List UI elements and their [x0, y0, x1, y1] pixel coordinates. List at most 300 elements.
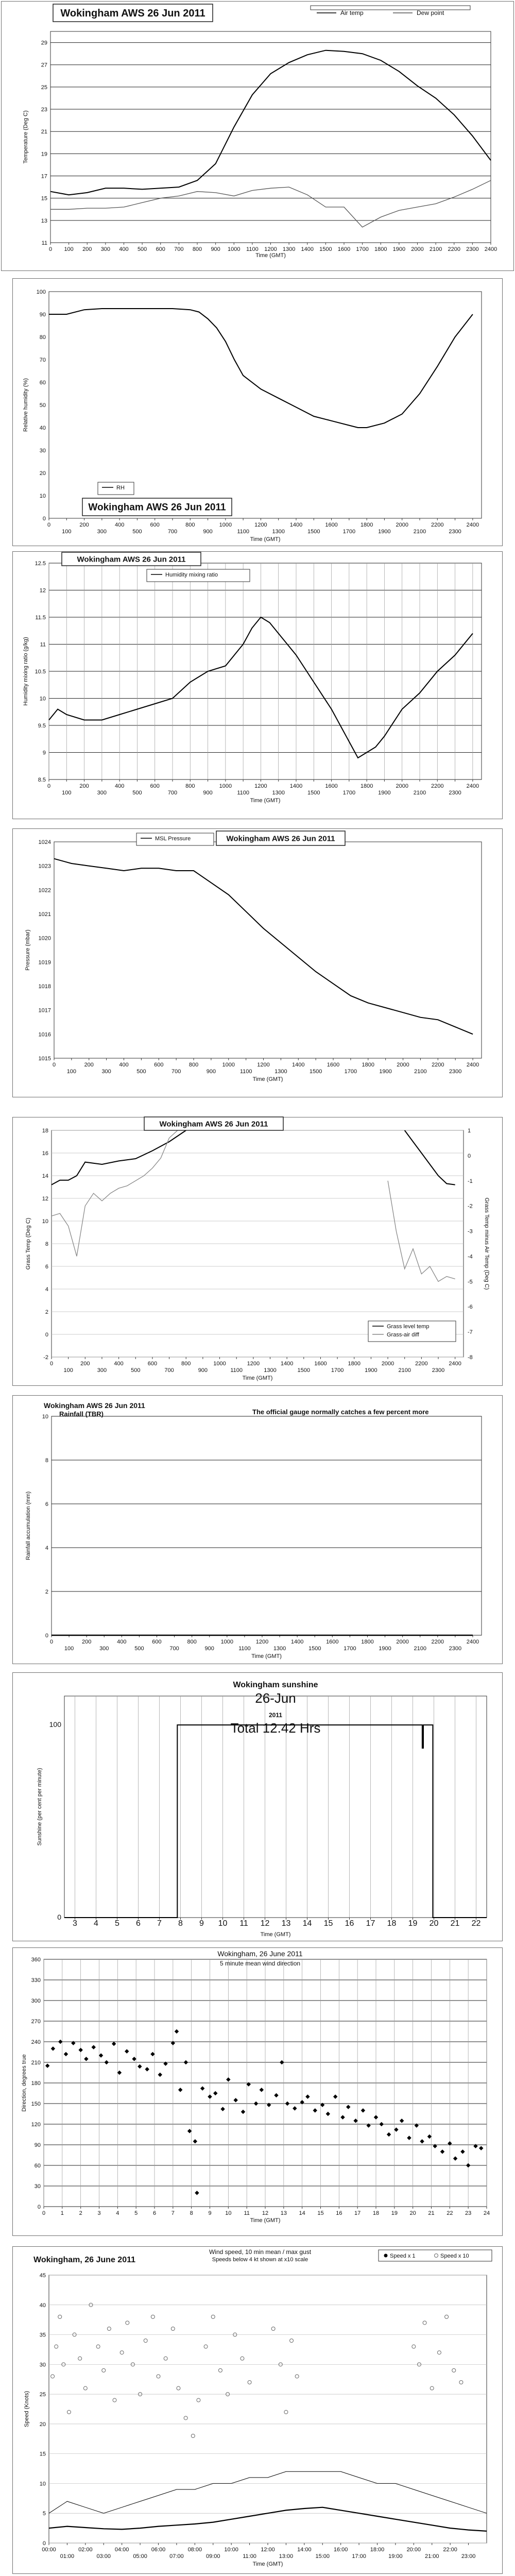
x-tick-label: 8 [178, 1919, 183, 1928]
y-tick-label: 270 [31, 2019, 41, 2025]
legend-label-x1: Speed x 1 [390, 2253, 416, 2259]
y-tick-label: 1024 [38, 839, 51, 845]
x-tick-label: 0 [49, 1361, 54, 1367]
x-tick-label: 1700 [356, 246, 369, 252]
x-tick-label: 1400 [289, 522, 303, 528]
x-tick-label: 300 [97, 790, 107, 796]
y-tick-label: 1021 [38, 911, 51, 918]
x-tick-label: 19 [408, 1919, 418, 1928]
legend-label: Grass-air diff [387, 1332, 419, 1338]
x-axis-title: Time (GMT) [252, 2561, 283, 2567]
y-tick-label: 45 [39, 2273, 46, 2279]
x-tick-label: 700 [164, 1367, 174, 1374]
x-tick-label: 13:00 [279, 2553, 294, 2560]
x-tick-label: 2000 [396, 783, 408, 789]
legend-label-dew: Dew point [417, 9, 444, 16]
chart-title: Wokingham AWS 26 Jun 2011 [60, 8, 205, 19]
y-tick-label: 4 [45, 1286, 48, 1293]
y-right-axis-title: Grass Temp minus Air Temp (Deg C) [484, 1197, 490, 1290]
legend-label: RH [116, 485, 125, 491]
x-tick-label: 4 [116, 2210, 119, 2216]
legend-label: MSL Pressure [155, 836, 191, 842]
y-tick-label: 29 [41, 40, 47, 46]
x-tick-label: 1400 [301, 246, 314, 252]
x-tick-label: 2400 [466, 1639, 479, 1645]
x-tick-label: 05:00 [133, 2553, 147, 2560]
x-tick-label: 2300 [449, 1069, 462, 1075]
chart-wind-direction [12, 1947, 503, 2236]
y-right-tick-label: -3 [468, 1228, 473, 1235]
x-tick-label: 1500 [309, 1069, 322, 1075]
x-tick-label: 1400 [280, 1361, 294, 1367]
x-tick-label: 400 [119, 246, 129, 252]
y-tick-label: 180 [31, 2080, 41, 2087]
chart-svg-rain [13, 1396, 503, 1665]
x-tick-label: 1600 [326, 1639, 339, 1645]
y-tick-label: 1023 [38, 863, 51, 870]
chart-msl-pressure [12, 828, 503, 1097]
y-tick-label: 100 [36, 289, 46, 295]
y-tick-label: 12.5 [35, 561, 46, 567]
x-tick-label: 1800 [362, 1062, 375, 1068]
x-tick-label: 400 [114, 522, 125, 528]
chart-svg-grass [13, 1117, 503, 1386]
y-tick-label: 4 [45, 1545, 48, 1551]
x-tick-label: 2400 [466, 1062, 479, 1068]
x-tick-label: 1300 [272, 790, 285, 796]
x-tick-label: 1200 [255, 1639, 269, 1645]
x-tick-label: 700 [167, 790, 178, 796]
x-tick-label: 16:00 [333, 2547, 348, 2553]
y-tick-label: 12 [39, 587, 46, 594]
y-tick-label: 40 [39, 2302, 46, 2309]
x-tick-label: 1500 [297, 1367, 311, 1374]
chart-svg-windspeed [13, 2247, 503, 2574]
x-tick-label: 03:00 [96, 2553, 111, 2560]
x-tick-label: 1100 [239, 1069, 252, 1075]
x-tick-label: 18 [387, 1919, 397, 1928]
x-tick-label: 22 [447, 2210, 453, 2216]
x-tick-label: 100 [64, 1646, 74, 1652]
x-tick-label: 24 [483, 2210, 490, 2216]
y-tick-label: 1017 [38, 1007, 51, 1014]
x-tick-label: 1200 [257, 1062, 270, 1068]
y-tick-label: 21 [41, 129, 47, 135]
x-tick-label: 23:00 [461, 2553, 476, 2560]
chart-grass-temp [12, 1117, 503, 1386]
y-tick-label: 20 [39, 470, 46, 477]
x-tick-label: 200 [79, 522, 89, 528]
x-tick-label: 600 [156, 246, 165, 252]
x-tick-label: 500 [136, 1069, 146, 1075]
x-tick-label: 2100 [398, 1367, 411, 1374]
x-tick-label: 500 [132, 529, 142, 535]
plot-area [54, 842, 482, 1058]
legend-box [311, 6, 470, 10]
x-tick-label: 16 [345, 1919, 354, 1928]
y-tick-label: 30 [39, 448, 46, 454]
x-tick-label: 2300 [449, 790, 461, 796]
chart-title: Wokingham sunshine [233, 1681, 318, 1689]
y-axis-title: Sunshine (per cent per minute) [37, 1768, 43, 1846]
y-tick-label: 300 [31, 1998, 41, 2004]
x-tick-label: 900 [204, 1646, 214, 1652]
x-tick-label: 700 [167, 529, 178, 535]
x-tick-label: 1000 [213, 1361, 226, 1367]
x-tick-label: 9 [199, 1919, 204, 1928]
y-tick-label: 80 [39, 334, 46, 341]
x-tick-label: 1800 [374, 246, 387, 252]
y-tick-label: 14 [42, 1173, 48, 1179]
y-tick-label: 1020 [38, 935, 51, 942]
x-tick-label: 300 [97, 529, 107, 535]
x-tick-label: 1900 [365, 1367, 377, 1374]
x-tick-label: 11 [239, 1919, 248, 1928]
y-right-tick-label: 0 [468, 1153, 471, 1159]
x-tick-label: 900 [211, 246, 220, 252]
x-tick-label: 21 [450, 1919, 460, 1928]
x-tick-label: 400 [114, 1361, 124, 1367]
x-tick-label: 19 [391, 2210, 398, 2216]
x-tick-label: 1500 [319, 246, 332, 252]
x-tick-label: 2300 [449, 1646, 462, 1652]
y-tick-label: 90 [34, 2142, 41, 2148]
x-tick-label: 1600 [325, 522, 338, 528]
plot-area [49, 2275, 487, 2543]
x-tick-label: 1900 [378, 529, 391, 535]
y-tick-label: 25 [41, 84, 47, 91]
y-axis-title: Speed (Knots) [24, 2391, 30, 2428]
y-right-tick-label: -8 [468, 1354, 473, 1361]
x-tick-label: 20 [409, 2210, 416, 2216]
y-tick-label: 10 [42, 1218, 48, 1225]
y-tick-label: 1016 [38, 1031, 51, 1038]
y-tick-label: 8 [45, 1458, 48, 1464]
y-tick-label: 19 [41, 151, 47, 158]
x-tick-label: 10 [225, 2210, 232, 2216]
y-tick-label: 30 [34, 2183, 41, 2190]
x-tick-label: 0 [49, 1639, 54, 1645]
x-tick-label: 100 [62, 790, 72, 796]
y-tick-label: 150 [31, 2101, 41, 2107]
x-tick-label: 17:00 [352, 2553, 366, 2560]
x-tick-label: 2400 [466, 522, 479, 528]
x-tick-label: 10 [218, 1919, 228, 1928]
chart-air-temp-dewpoint [1, 1, 514, 271]
x-tick-label: 1800 [360, 522, 373, 528]
x-tick-label: 15 [317, 2210, 324, 2216]
chart-title: Wokingham AWS 26 Jun 2011 [88, 502, 226, 513]
x-tick-label: 2200 [431, 783, 444, 789]
x-tick-label: 900 [203, 529, 213, 535]
chart-svg-hmr [13, 552, 503, 820]
x-tick-label: 700 [171, 1069, 181, 1075]
x-tick-label: 1300 [274, 1069, 287, 1075]
plot-area [50, 31, 491, 243]
x-tick-label: 200 [84, 1062, 94, 1068]
x-tick-label: 1000 [228, 246, 241, 252]
y-tick-label: 16 [42, 1150, 48, 1157]
x-tick-label: 1500 [307, 790, 320, 796]
x-tick-label: 900 [198, 1367, 208, 1374]
x-tick-label: 12:00 [261, 2547, 275, 2553]
x-tick-label: 1000 [222, 1062, 235, 1068]
y-tick-label: 10 [39, 696, 46, 702]
x-tick-label: 0 [42, 2210, 46, 2216]
y-tick-label: 10 [42, 1414, 48, 1420]
x-tick-label: 22:00 [443, 2547, 457, 2553]
x-tick-label: 1600 [314, 1361, 327, 1367]
y-tick-label: 11.5 [35, 615, 46, 621]
x-tick-label: 1600 [337, 246, 351, 252]
x-tick-label: 1800 [348, 1361, 360, 1367]
x-axis-title: Time (GMT) [242, 1375, 273, 1381]
x-tick-label: 500 [137, 246, 147, 252]
y-axis-title: Pressure (mbar) [25, 929, 31, 971]
x-tick-label: 2100 [414, 1069, 427, 1075]
y-axis-title: Relative humidity (%) [23, 378, 29, 432]
x-tick-label: 01:00 [60, 2553, 75, 2560]
x-tick-label: 9 [208, 2210, 212, 2216]
y-tick-label: 1015 [38, 1056, 51, 1062]
x-tick-label: 20 [429, 1919, 439, 1928]
x-tick-label: 17 [366, 1919, 375, 1928]
x-tick-label: 1100 [237, 529, 249, 535]
x-tick-label: 1200 [247, 1361, 260, 1367]
x-tick-label: 13 [281, 1919, 291, 1928]
chart-rainfall [12, 1395, 503, 1664]
x-tick-label: 800 [181, 1361, 191, 1367]
x-tick-label: 12 [262, 2210, 269, 2216]
y-tick-label: 9 [42, 750, 46, 756]
y-tick-label: 11 [41, 240, 47, 246]
y-tick-label: 0 [57, 1913, 61, 1921]
chart-relative-humidity [12, 278, 503, 546]
x-tick-label: 13 [280, 2210, 287, 2216]
x-tick-label: 2200 [431, 1639, 444, 1645]
x-tick-label: 2100 [413, 529, 426, 535]
x-tick-label: 0 [47, 783, 51, 789]
y-tick-label: 15 [39, 2451, 46, 2458]
chart-year: 2011 [268, 1711, 283, 1719]
y-tick-label: 8.5 [38, 777, 46, 783]
x-tick-label: 14 [302, 1919, 312, 1928]
chart-title: Wokingham AWS 26 Jun 2011 [159, 1120, 268, 1129]
x-tick-label: 5 [115, 1919, 119, 1928]
y-tick-label: 60 [34, 2163, 41, 2169]
chart-svg-temp [2, 2, 514, 272]
x-tick-label: 1800 [360, 783, 373, 789]
x-tick-label: 1500 [308, 1646, 321, 1652]
x-tick-label: 2400 [484, 246, 497, 252]
y-tick-label: 70 [39, 357, 46, 363]
x-tick-label: 2100 [414, 1646, 426, 1652]
y-tick-label: 10.5 [35, 669, 46, 675]
x-tick-label: 100 [63, 1367, 73, 1374]
x-tick-label: 1600 [327, 1062, 340, 1068]
y-axis-title: Rainfall accumulation (mm) [25, 1491, 31, 1561]
x-tick-label: 1300 [282, 246, 296, 252]
y-tick-label: 17 [41, 173, 47, 180]
x-tick-label: 2200 [431, 522, 444, 528]
x-tick-label: 7 [157, 1919, 162, 1928]
y-tick-label: 30 [39, 2362, 46, 2368]
x-tick-label: 100 [64, 246, 74, 252]
x-tick-label: 2100 [413, 790, 426, 796]
chart-svg-winddir [13, 1948, 503, 2236]
x-tick-label: 300 [100, 246, 111, 252]
x-tick-label: 400 [119, 1062, 129, 1068]
x-tick-label: 8 [190, 2210, 193, 2216]
x-tick-label: 21:00 [424, 2553, 439, 2560]
x-tick-label: 300 [99, 1646, 109, 1652]
x-tick-label: 1000 [219, 522, 232, 528]
x-axis-title: Time (GMT) [251, 1653, 282, 1659]
x-tick-label: 200 [82, 246, 92, 252]
x-tick-label: 5 [134, 2210, 138, 2216]
x-tick-label: 00:00 [42, 2547, 56, 2553]
y-tick-label: 10 [39, 493, 46, 499]
y-tick-label: -2 [43, 1354, 48, 1361]
x-tick-label: 1300 [272, 529, 285, 535]
x-tick-label: 2300 [466, 246, 479, 252]
x-axis-title: Time (GMT) [260, 1931, 291, 1938]
x-tick-label: 02:00 [78, 2547, 93, 2553]
x-tick-label: 1300 [273, 1646, 286, 1652]
legend-label: Humidity mixing ratio [165, 572, 218, 578]
x-tick-label: 2200 [432, 1062, 444, 1068]
chart-svg-sun [13, 1673, 503, 1942]
x-tick-label: 800 [187, 1639, 197, 1645]
legend-label-air: Air temp [340, 9, 364, 16]
x-axis-title: Time (GMT) [250, 536, 281, 543]
x-tick-label: 2200 [448, 246, 460, 252]
y-tick-label: 25 [39, 2392, 46, 2398]
x-tick-label: 1000 [219, 783, 232, 789]
x-tick-label: 14:00 [297, 2547, 312, 2553]
y-tick-label: 0 [45, 1332, 48, 1338]
x-tick-label: 1800 [361, 1639, 374, 1645]
x-tick-label: 2 [79, 2210, 82, 2216]
chart-sunshine [12, 1672, 503, 1941]
x-tick-label: 0 [48, 246, 53, 252]
x-tick-label: 16 [336, 2210, 342, 2216]
x-tick-label: 200 [79, 783, 89, 789]
y-tick-label: 15 [41, 195, 47, 202]
x-tick-label: 19:00 [388, 2553, 403, 2560]
x-tick-label: 1100 [237, 790, 249, 796]
chart-subtitle: 26-Jun [255, 1690, 296, 1706]
x-tick-label: 0 [52, 1062, 56, 1068]
y-axis-title: Grass Temp (Deg C) [25, 1217, 31, 1270]
chart-annotation: The official gauge normally catches a few percent more [252, 1408, 429, 1416]
x-tick-label: 07:00 [169, 2553, 184, 2560]
legend-box [98, 482, 134, 495]
x-tick-label: 23 [465, 2210, 472, 2216]
y-tick-label: 330 [31, 1977, 41, 1984]
x-tick-label: 800 [185, 783, 195, 789]
chart-title: Wokingham, 26 June 2011 [33, 2256, 136, 2264]
x-tick-label: 2000 [411, 246, 424, 252]
y-tick-label: 2 [45, 1589, 48, 1595]
y-tick-label: 360 [31, 1957, 41, 1963]
y-tick-label: 35 [39, 2332, 46, 2338]
y-right-tick-label: -2 [468, 1203, 473, 1210]
chart-subtitle: Rainfall (TBR) [59, 1410, 104, 1418]
x-tick-label: 1700 [344, 1646, 356, 1652]
chart-subtitle: 5 minute mean wind direction [219, 1960, 301, 1967]
x-tick-label: 1400 [289, 783, 303, 789]
x-tick-label: 2100 [429, 246, 442, 252]
x-tick-label: 1 [60, 2210, 64, 2216]
y-tick-label: 240 [31, 2039, 41, 2045]
chart-subtitle: Wind speed, 10 min mean / max gust [209, 2248, 312, 2256]
y-right-tick-label: -1 [468, 1178, 473, 1184]
y-tick-label: 6 [45, 1501, 48, 1507]
chart-svg-pressure [13, 829, 503, 1098]
x-tick-label: 10:00 [224, 2547, 238, 2553]
legend-label: Grass level temp [387, 1324, 430, 1330]
x-tick-label: 09:00 [205, 2553, 220, 2560]
y-tick-label: 8 [45, 1241, 48, 1247]
x-tick-label: 2000 [396, 1639, 409, 1645]
y-tick-label: 60 [39, 380, 46, 386]
x-tick-label: 14 [299, 2210, 305, 2216]
y-tick-label: 18 [42, 1128, 48, 1134]
x-tick-label: 21 [428, 2210, 435, 2216]
y-tick-label: 1022 [38, 887, 51, 894]
x-tick-label: 2000 [396, 522, 408, 528]
x-tick-label: 1100 [238, 1646, 251, 1652]
y-axis-title: Temperature (Deg C) [23, 110, 29, 164]
y-tick-label: 50 [39, 402, 46, 409]
chart-title: Wokingham AWS 26 Jun 2011 [44, 1401, 145, 1410]
y-tick-label: 11 [40, 641, 46, 648]
x-tick-label: 1600 [325, 783, 338, 789]
y-tick-label: 0 [45, 1633, 48, 1639]
y-tick-label: 13 [41, 217, 47, 224]
chart-title: Wokingham, 26 June 2011 [217, 1950, 303, 1958]
x-tick-label: 06:00 [151, 2547, 166, 2553]
y-right-tick-label: 1 [468, 1128, 471, 1134]
x-tick-label: 800 [185, 522, 195, 528]
x-tick-label: 22 [471, 1919, 481, 1928]
chart-svg-rh [13, 279, 503, 547]
y-right-tick-label: -4 [468, 1253, 473, 1260]
x-tick-label: 600 [150, 783, 160, 789]
x-tick-label: 500 [132, 790, 142, 796]
x-tick-label: 1000 [220, 1639, 234, 1645]
x-tick-label: 2000 [381, 1361, 394, 1367]
y-tick-label: 27 [41, 62, 47, 69]
x-tick-label: 1900 [379, 1069, 392, 1075]
x-tick-label: 2300 [432, 1367, 445, 1374]
x-tick-label: 500 [134, 1646, 144, 1652]
x-tick-label: 18 [372, 2210, 380, 2216]
x-tick-label: 04:00 [114, 2547, 129, 2553]
x-axis-title: Time (GMT) [252, 1076, 283, 1082]
y-tick-label: 1018 [38, 984, 51, 990]
x-tick-label: 2000 [397, 1062, 409, 1068]
x-tick-label: 600 [150, 522, 160, 528]
x-tick-label: 2400 [466, 783, 479, 789]
x-axis-title: Time (GMT) [255, 252, 286, 259]
y-axis-title: Humidity mixing ratio (g/kg) [23, 637, 29, 706]
x-tick-label: 400 [114, 783, 125, 789]
y-tick-label: 0 [42, 2540, 46, 2547]
x-tick-label: 600 [152, 1639, 162, 1645]
x-tick-label: 11:00 [243, 2553, 256, 2560]
